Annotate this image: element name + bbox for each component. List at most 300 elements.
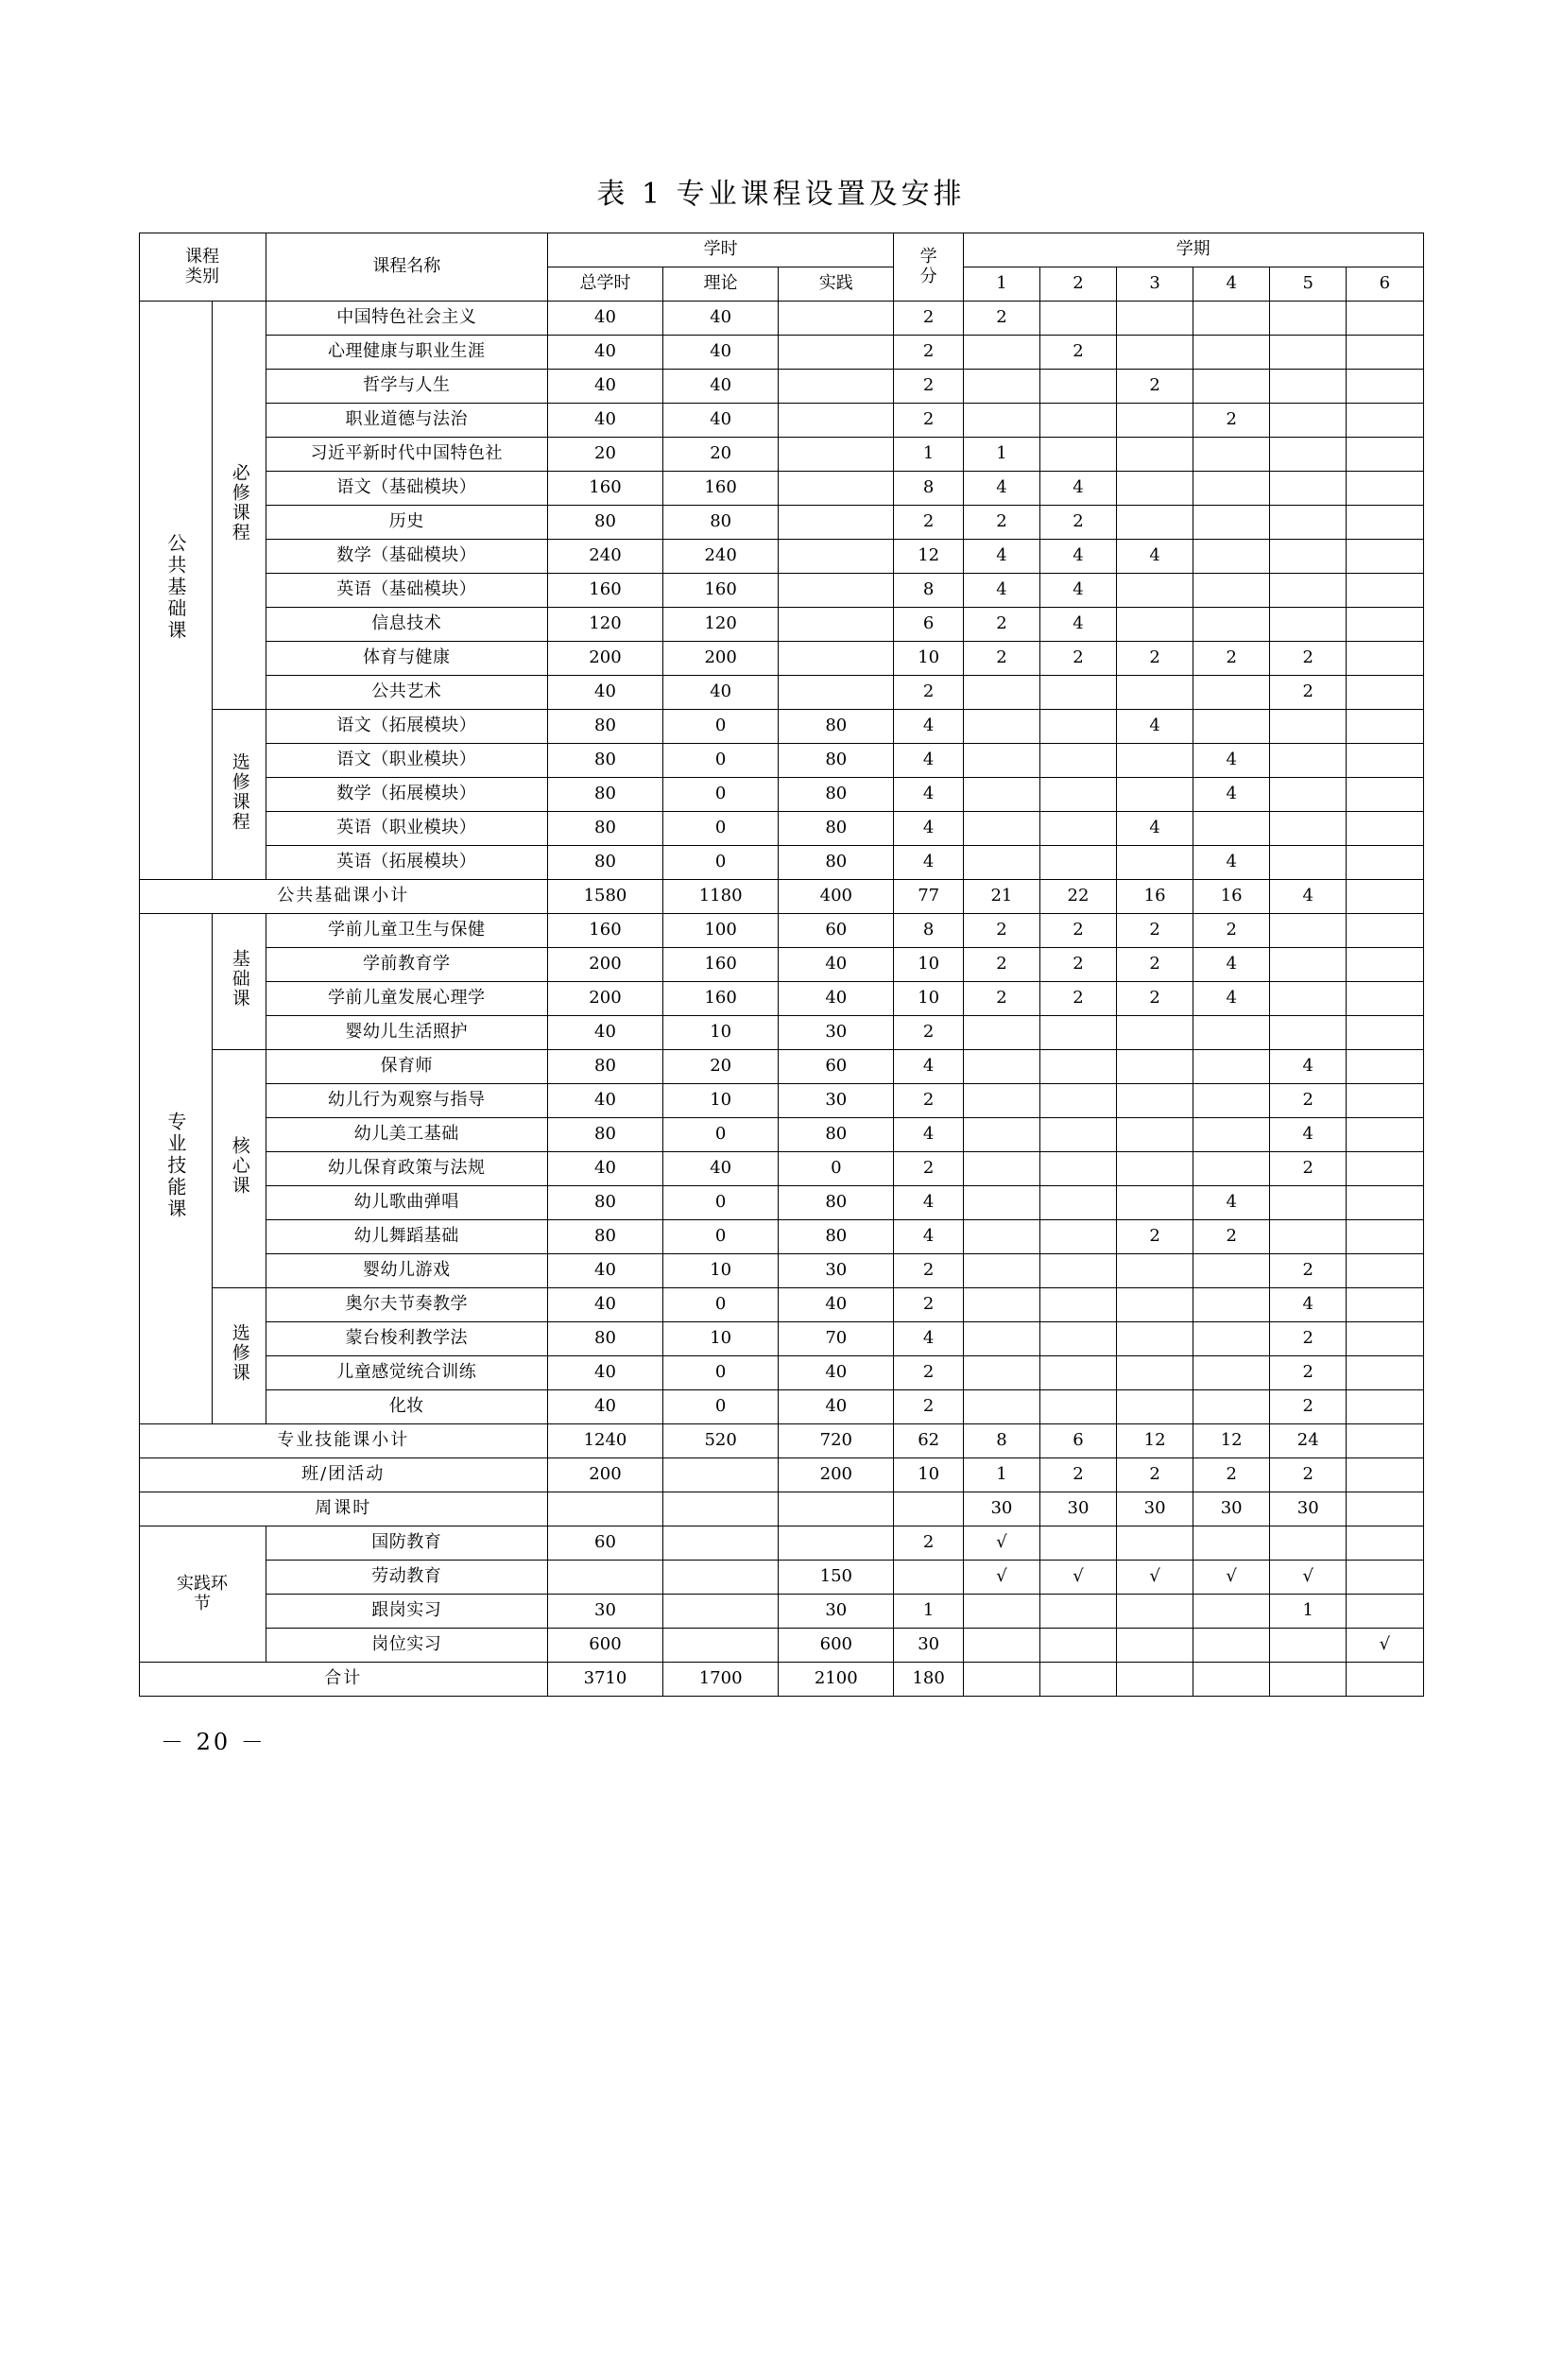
table-header-row (139, 233, 1423, 267)
term-6-cell (1347, 1492, 1423, 1526)
term-4-cell (1193, 1526, 1270, 1561)
course-name-cell: 信息技术 (266, 608, 547, 642)
table-row (139, 1186, 1423, 1220)
header-term-4: 4 (1193, 267, 1270, 302)
theory-hours-cell: 100 (663, 914, 779, 948)
group-label: 必修课程 (229, 462, 250, 543)
term-5-cell (1270, 1186, 1347, 1220)
term-3-cell (1117, 438, 1193, 472)
credit-cell: 6 (894, 608, 964, 642)
practice-hours-cell (779, 472, 894, 506)
term-4-cell (1193, 676, 1270, 710)
practice-hours-cell (779, 438, 894, 472)
term-3-cell: 12 (1117, 1424, 1193, 1458)
term-2-cell (1039, 370, 1116, 404)
term-3-cell (1117, 1322, 1193, 1356)
theory-hours-cell: 0 (663, 778, 779, 812)
header-practice: 实践 (779, 267, 894, 302)
table-row (139, 438, 1423, 472)
term-3-cell (1117, 472, 1193, 506)
term-1-cell (963, 336, 1039, 370)
term-6-cell (1347, 1016, 1423, 1050)
term-2-cell: 2 (1039, 948, 1116, 982)
table-row (139, 710, 1423, 744)
theory-hours-cell: 20 (663, 438, 779, 472)
term-3-cell: √ (1117, 1561, 1193, 1595)
course-name-cell: 职业道德与法治 (266, 404, 547, 438)
practice-hours-cell: 80 (779, 1186, 894, 1220)
term-5-cell (1270, 574, 1347, 608)
term-4-cell: 4 (1193, 744, 1270, 778)
practice-hours-cell (779, 1492, 894, 1526)
term-3-cell (1117, 574, 1193, 608)
credit-cell: 10 (894, 982, 964, 1016)
subtotal-row-skill (139, 1424, 1423, 1458)
term-6-cell (1347, 982, 1423, 1016)
term-2-cell (1039, 1186, 1116, 1220)
term-3-cell (1117, 1356, 1193, 1390)
term-4-cell (1193, 370, 1270, 404)
table-row (139, 404, 1423, 438)
term-2-cell (1039, 1595, 1116, 1629)
term-6-cell (1347, 710, 1423, 744)
term-2-cell (1039, 744, 1116, 778)
table-row (139, 302, 1423, 336)
term-6-cell (1347, 1424, 1423, 1458)
course-name-cell: 语文（拓展模块） (266, 710, 547, 744)
total-hours-cell: 80 (547, 1118, 662, 1152)
credit-cell: 8 (894, 574, 964, 608)
skill-subtotal-label: 专业技能课小计 (139, 1424, 547, 1458)
course-name-cell: 儿童感觉统合训练 (266, 1356, 547, 1390)
table-row (139, 1152, 1423, 1186)
credit-cell: 12 (894, 540, 964, 574)
course-name-cell: 历史 (266, 506, 547, 540)
term-1-cell: 2 (963, 642, 1039, 676)
term-6-cell (1347, 1186, 1423, 1220)
term-4-cell: 4 (1193, 948, 1270, 982)
term-6-cell (1347, 1118, 1423, 1152)
term-2-cell (1039, 1322, 1116, 1356)
term-1-cell (963, 676, 1039, 710)
credit-cell: 4 (894, 1050, 964, 1084)
credit-cell: 2 (894, 1390, 964, 1424)
practice-hours-cell: 80 (779, 710, 894, 744)
total-hours-cell: 1240 (547, 1424, 662, 1458)
term-3-cell: 4 (1117, 812, 1193, 846)
total-hours-cell: 80 (547, 744, 662, 778)
term-3-cell (1117, 1390, 1193, 1424)
credit-cell: 4 (894, 710, 964, 744)
total-hours-cell: 160 (547, 914, 662, 948)
term-1-cell: 1 (963, 438, 1039, 472)
theory-hours-cell (663, 1458, 779, 1492)
term-3-cell (1117, 1152, 1193, 1186)
credit-cell: 4 (894, 1186, 964, 1220)
table-body (139, 233, 1423, 1697)
course-name-cell: 幼儿保育政策与法规 (266, 1152, 547, 1186)
group-label: 选修课 (229, 1323, 250, 1384)
table-row (139, 1322, 1423, 1356)
theory-hours-cell: 10 (663, 1322, 779, 1356)
term-4-cell (1193, 1629, 1270, 1663)
theory-hours-cell: 0 (663, 1220, 779, 1254)
term-6-cell (1347, 1356, 1423, 1390)
credit-cell (894, 1492, 964, 1526)
credit-cell: 8 (894, 914, 964, 948)
credit-cell: 62 (894, 1424, 964, 1458)
term-3-cell (1117, 1526, 1193, 1561)
practice-hours-cell (779, 336, 894, 370)
course-name-cell: 英语（基础模块） (266, 574, 547, 608)
practice-hours-cell: 30 (779, 1016, 894, 1050)
table-row (139, 676, 1423, 710)
term-4-cell (1193, 1152, 1270, 1186)
course-name-cell: 婴幼儿游戏 (266, 1254, 547, 1288)
credit-cell: 2 (894, 1084, 964, 1118)
term-4-cell: 30 (1193, 1492, 1270, 1526)
group-label: 基础课 (229, 949, 250, 1009)
term-3-cell (1117, 1595, 1193, 1629)
term-1-cell (963, 1084, 1039, 1118)
term-4-cell (1193, 336, 1270, 370)
course-name-cell: 英语（拓展模块） (266, 846, 547, 880)
term-5-cell: 2 (1270, 1322, 1347, 1356)
credit-cell (894, 1561, 964, 1595)
theory-hours-cell: 0 (663, 1390, 779, 1424)
term-2-cell: 4 (1039, 608, 1116, 642)
total-hours-cell: 40 (547, 1390, 662, 1424)
term-6-cell (1347, 438, 1423, 472)
practice-hours-cell: 60 (779, 1050, 894, 1084)
term-5-cell (1270, 404, 1347, 438)
term-1-cell: √ (963, 1526, 1039, 1561)
term-5-cell: 4 (1270, 1118, 1347, 1152)
practice-hours-cell (779, 574, 894, 608)
practice-hours-cell: 30 (779, 1595, 894, 1629)
group-label: 专业技能课 (163, 1112, 187, 1221)
term-2-cell: 2 (1039, 1458, 1116, 1492)
term-6-cell (1347, 1050, 1423, 1084)
table-row (139, 370, 1423, 404)
term-5-cell: 2 (1270, 1390, 1347, 1424)
term-3-cell (1117, 1663, 1193, 1697)
practice-hours-cell: 40 (779, 1390, 894, 1424)
term-3-cell (1117, 1050, 1193, 1084)
practice-hours-cell (779, 642, 894, 676)
term-3-cell: 4 (1117, 540, 1193, 574)
practice-hours-cell: 0 (779, 1152, 894, 1186)
term-2-cell: 4 (1039, 472, 1116, 506)
theory-hours-cell: 40 (663, 1152, 779, 1186)
term-6-cell (1347, 1220, 1423, 1254)
term-5-cell: √ (1270, 1561, 1347, 1595)
course-name-cell: 幼儿美工基础 (266, 1118, 547, 1152)
header-total-hours: 总学时 (547, 267, 662, 302)
practice-hours-cell: 80 (779, 744, 894, 778)
credit-cell: 4 (894, 812, 964, 846)
theory-hours-cell: 40 (663, 336, 779, 370)
term-1-cell: 2 (963, 948, 1039, 982)
term-6-cell (1347, 778, 1423, 812)
theory-hours-cell: 0 (663, 1186, 779, 1220)
term-5-cell (1270, 948, 1347, 982)
grand-total-label: 合计 (139, 1663, 547, 1697)
theory-hours-cell: 160 (663, 472, 779, 506)
term-2-cell: √ (1039, 1561, 1116, 1595)
subtotal-row-public (139, 880, 1423, 914)
practice-hours-cell: 720 (779, 1424, 894, 1458)
term-2-cell (1039, 1152, 1116, 1186)
term-5-cell (1270, 982, 1347, 1016)
theory-hours-cell: 0 (663, 744, 779, 778)
total-hours-cell: 80 (547, 846, 662, 880)
theory-hours-cell: 0 (663, 1118, 779, 1152)
theory-hours-cell: 40 (663, 676, 779, 710)
credit-cell: 4 (894, 846, 964, 880)
table-row (139, 1016, 1423, 1050)
term-1-cell (963, 370, 1039, 404)
table-row (139, 472, 1423, 506)
group-elective (213, 710, 266, 880)
term-5-cell (1270, 472, 1347, 506)
theory-hours-cell: 0 (663, 710, 779, 744)
page-title: 表 1 专业课程设置及安排 (596, 178, 966, 211)
total-hours-cell: 40 (547, 370, 662, 404)
header-term-3: 3 (1117, 267, 1193, 302)
term-4-cell: 2 (1193, 914, 1270, 948)
term-3-cell (1117, 744, 1193, 778)
term-1-cell: 2 (963, 506, 1039, 540)
term-2-cell (1039, 778, 1116, 812)
term-1-cell (963, 1629, 1039, 1663)
practice-hours-cell: 40 (779, 1356, 894, 1390)
table-row (139, 336, 1423, 370)
practice-hours-cell: 150 (779, 1561, 894, 1595)
term-5-cell: 2 (1270, 1152, 1347, 1186)
term-5-cell (1270, 608, 1347, 642)
credit-cell: 2 (894, 1356, 964, 1390)
total-hours-cell: 200 (547, 1458, 662, 1492)
credit-cell: 4 (894, 778, 964, 812)
credit-cell: 2 (894, 1288, 964, 1322)
term-2-cell (1039, 710, 1116, 744)
table-row (139, 982, 1423, 1016)
theory-hours-cell (663, 1561, 779, 1595)
total-hours-cell: 80 (547, 1220, 662, 1254)
term-4-cell (1193, 302, 1270, 336)
term-2-cell: 4 (1039, 540, 1116, 574)
table-row (139, 540, 1423, 574)
term-5-cell: 4 (1270, 880, 1347, 914)
course-name-cell: 蒙台梭利教学法 (266, 1322, 547, 1356)
term-3-cell (1117, 404, 1193, 438)
term-4-cell (1193, 1084, 1270, 1118)
total-hours-cell: 80 (547, 1186, 662, 1220)
term-6-cell (1347, 1526, 1423, 1561)
term-3-cell: 30 (1117, 1492, 1193, 1526)
credit-cell: 2 (894, 1152, 964, 1186)
term-6-cell (1347, 1595, 1423, 1629)
term-2-cell (1039, 1016, 1116, 1050)
term-4-cell: 4 (1193, 778, 1270, 812)
term-6-cell: √ (1347, 1629, 1423, 1663)
theory-hours-cell (663, 1595, 779, 1629)
term-1-cell (963, 1288, 1039, 1322)
term-1-cell: 2 (963, 982, 1039, 1016)
practice-hours-cell: 40 (779, 1288, 894, 1322)
term-5-cell (1270, 540, 1347, 574)
term-1-cell: 8 (963, 1424, 1039, 1458)
total-hours-cell: 60 (547, 1526, 662, 1561)
header-course-name: 课程名称 (266, 233, 547, 302)
term-1-cell (963, 778, 1039, 812)
credit-cell: 2 (894, 336, 964, 370)
term-5-cell (1270, 812, 1347, 846)
term-4-cell: 4 (1193, 1186, 1270, 1220)
total-hours-cell: 1580 (547, 880, 662, 914)
total-hours-cell: 80 (547, 812, 662, 846)
term-5-cell (1270, 1220, 1347, 1254)
group-label: 选修课程 (229, 751, 250, 832)
term-4-cell (1193, 1118, 1270, 1152)
course-name-cell: 幼儿舞蹈基础 (266, 1220, 547, 1254)
table-row (139, 812, 1423, 846)
practice-hours-cell (779, 370, 894, 404)
group-elective-course (213, 1288, 266, 1424)
term-6-cell (1347, 1084, 1423, 1118)
term-6-cell (1347, 1663, 1423, 1697)
table-row (139, 506, 1423, 540)
term-1-cell (963, 744, 1039, 778)
public-subtotal-label: 公共基础课小计 (139, 880, 547, 914)
term-2-cell (1039, 812, 1116, 846)
theory-hours-cell (663, 1629, 779, 1663)
course-name-cell: 学前儿童发展心理学 (266, 982, 547, 1016)
course-name-cell: 奥尔夫节奏教学 (266, 1288, 547, 1322)
course-name-cell: 英语（职业模块） (266, 812, 547, 846)
credit-cell: 2 (894, 1526, 964, 1561)
term-2-cell (1039, 1220, 1116, 1254)
header-category: 课程 类别 (139, 233, 266, 302)
credit-cell: 2 (894, 676, 964, 710)
class-activity-row (139, 1458, 1423, 1492)
term-2-cell (1039, 846, 1116, 880)
total-hours-cell: 40 (547, 1152, 662, 1186)
course-name-cell: 幼儿行为观察与指导 (266, 1084, 547, 1118)
total-hours-cell: 80 (547, 778, 662, 812)
term-1-cell (963, 846, 1039, 880)
course-name-cell: 中国特色社会主义 (266, 302, 547, 336)
theory-hours-cell: 1700 (663, 1663, 779, 1697)
term-6-cell (1347, 302, 1423, 336)
term-2-cell (1039, 1526, 1116, 1561)
practice-hours-cell: 600 (779, 1629, 894, 1663)
credit-cell: 4 (894, 1220, 964, 1254)
course-name-cell: 哲学与人生 (266, 370, 547, 404)
term-6-cell (1347, 744, 1423, 778)
total-hours-cell: 20 (547, 438, 662, 472)
total-hours-cell: 80 (547, 506, 662, 540)
term-3-cell: 2 (1117, 982, 1193, 1016)
term-6-cell (1347, 370, 1423, 404)
term-4-cell (1193, 1595, 1270, 1629)
term-3-cell (1117, 1254, 1193, 1288)
course-name-cell: 化妆 (266, 1390, 547, 1424)
term-3-cell (1117, 302, 1193, 336)
term-1-cell (963, 710, 1039, 744)
class-activity-label: 班/团活动 (139, 1458, 547, 1492)
weekly-hours-label: 周课时 (139, 1492, 547, 1526)
table-row (139, 1118, 1423, 1152)
term-1-cell (963, 1322, 1039, 1356)
term-4-cell (1193, 506, 1270, 540)
credit-cell: 2 (894, 506, 964, 540)
total-hours-cell: 30 (547, 1595, 662, 1629)
practice-hours-cell (779, 506, 894, 540)
term-1-cell: 2 (963, 608, 1039, 642)
total-hours-cell: 40 (547, 1016, 662, 1050)
term-4-cell: 12 (1193, 1424, 1270, 1458)
practice-hours-cell (779, 676, 894, 710)
term-5-cell (1270, 744, 1347, 778)
term-2-cell: 2 (1039, 982, 1116, 1016)
term-2-cell (1039, 1356, 1116, 1390)
term-5-cell (1270, 914, 1347, 948)
term-5-cell (1270, 1016, 1347, 1050)
term-2-cell: 2 (1039, 642, 1116, 676)
term-6-cell (1347, 1458, 1423, 1492)
course-name-cell: 婴幼儿生活照护 (266, 1016, 547, 1050)
term-6-cell (1347, 336, 1423, 370)
theory-hours-cell: 10 (663, 1016, 779, 1050)
term-1-cell: √ (963, 1561, 1039, 1595)
term-1-cell (963, 1390, 1039, 1424)
term-1-cell: 2 (963, 302, 1039, 336)
table-row (139, 608, 1423, 642)
term-2-cell (1039, 1663, 1116, 1697)
practice-hours-cell: 80 (779, 778, 894, 812)
table-row (139, 778, 1423, 812)
term-6-cell (1347, 472, 1423, 506)
term-2-cell (1039, 302, 1116, 336)
course-name-cell: 幼儿歌曲弹唱 (266, 1186, 547, 1220)
practice-hours-cell: 80 (779, 812, 894, 846)
total-hours-cell (547, 1561, 662, 1595)
credit-cell: 2 (894, 404, 964, 438)
total-hours-cell: 40 (547, 1084, 662, 1118)
term-6-cell (1347, 404, 1423, 438)
theory-hours-cell: 40 (663, 302, 779, 336)
header-credit: 学 分 (894, 233, 964, 302)
term-3-cell: 4 (1117, 710, 1193, 744)
group-label: 公共基础课 (163, 533, 187, 643)
term-1-cell: 4 (963, 574, 1039, 608)
table-row (139, 642, 1423, 676)
theory-hours-cell: 0 (663, 1356, 779, 1390)
credit-cell: 30 (894, 1629, 964, 1663)
header-term-6: 6 (1347, 267, 1423, 302)
practice-hours-cell (779, 302, 894, 336)
total-hours-cell: 80 (547, 710, 662, 744)
header-hours: 学时 (547, 233, 893, 267)
course-name-cell: 语文（基础模块） (266, 472, 547, 506)
theory-hours-cell: 0 (663, 812, 779, 846)
term-1-cell: 1 (963, 1458, 1039, 1492)
term-3-cell: 2 (1117, 370, 1193, 404)
credit-cell: 77 (894, 880, 964, 914)
theory-hours-cell: 160 (663, 948, 779, 982)
